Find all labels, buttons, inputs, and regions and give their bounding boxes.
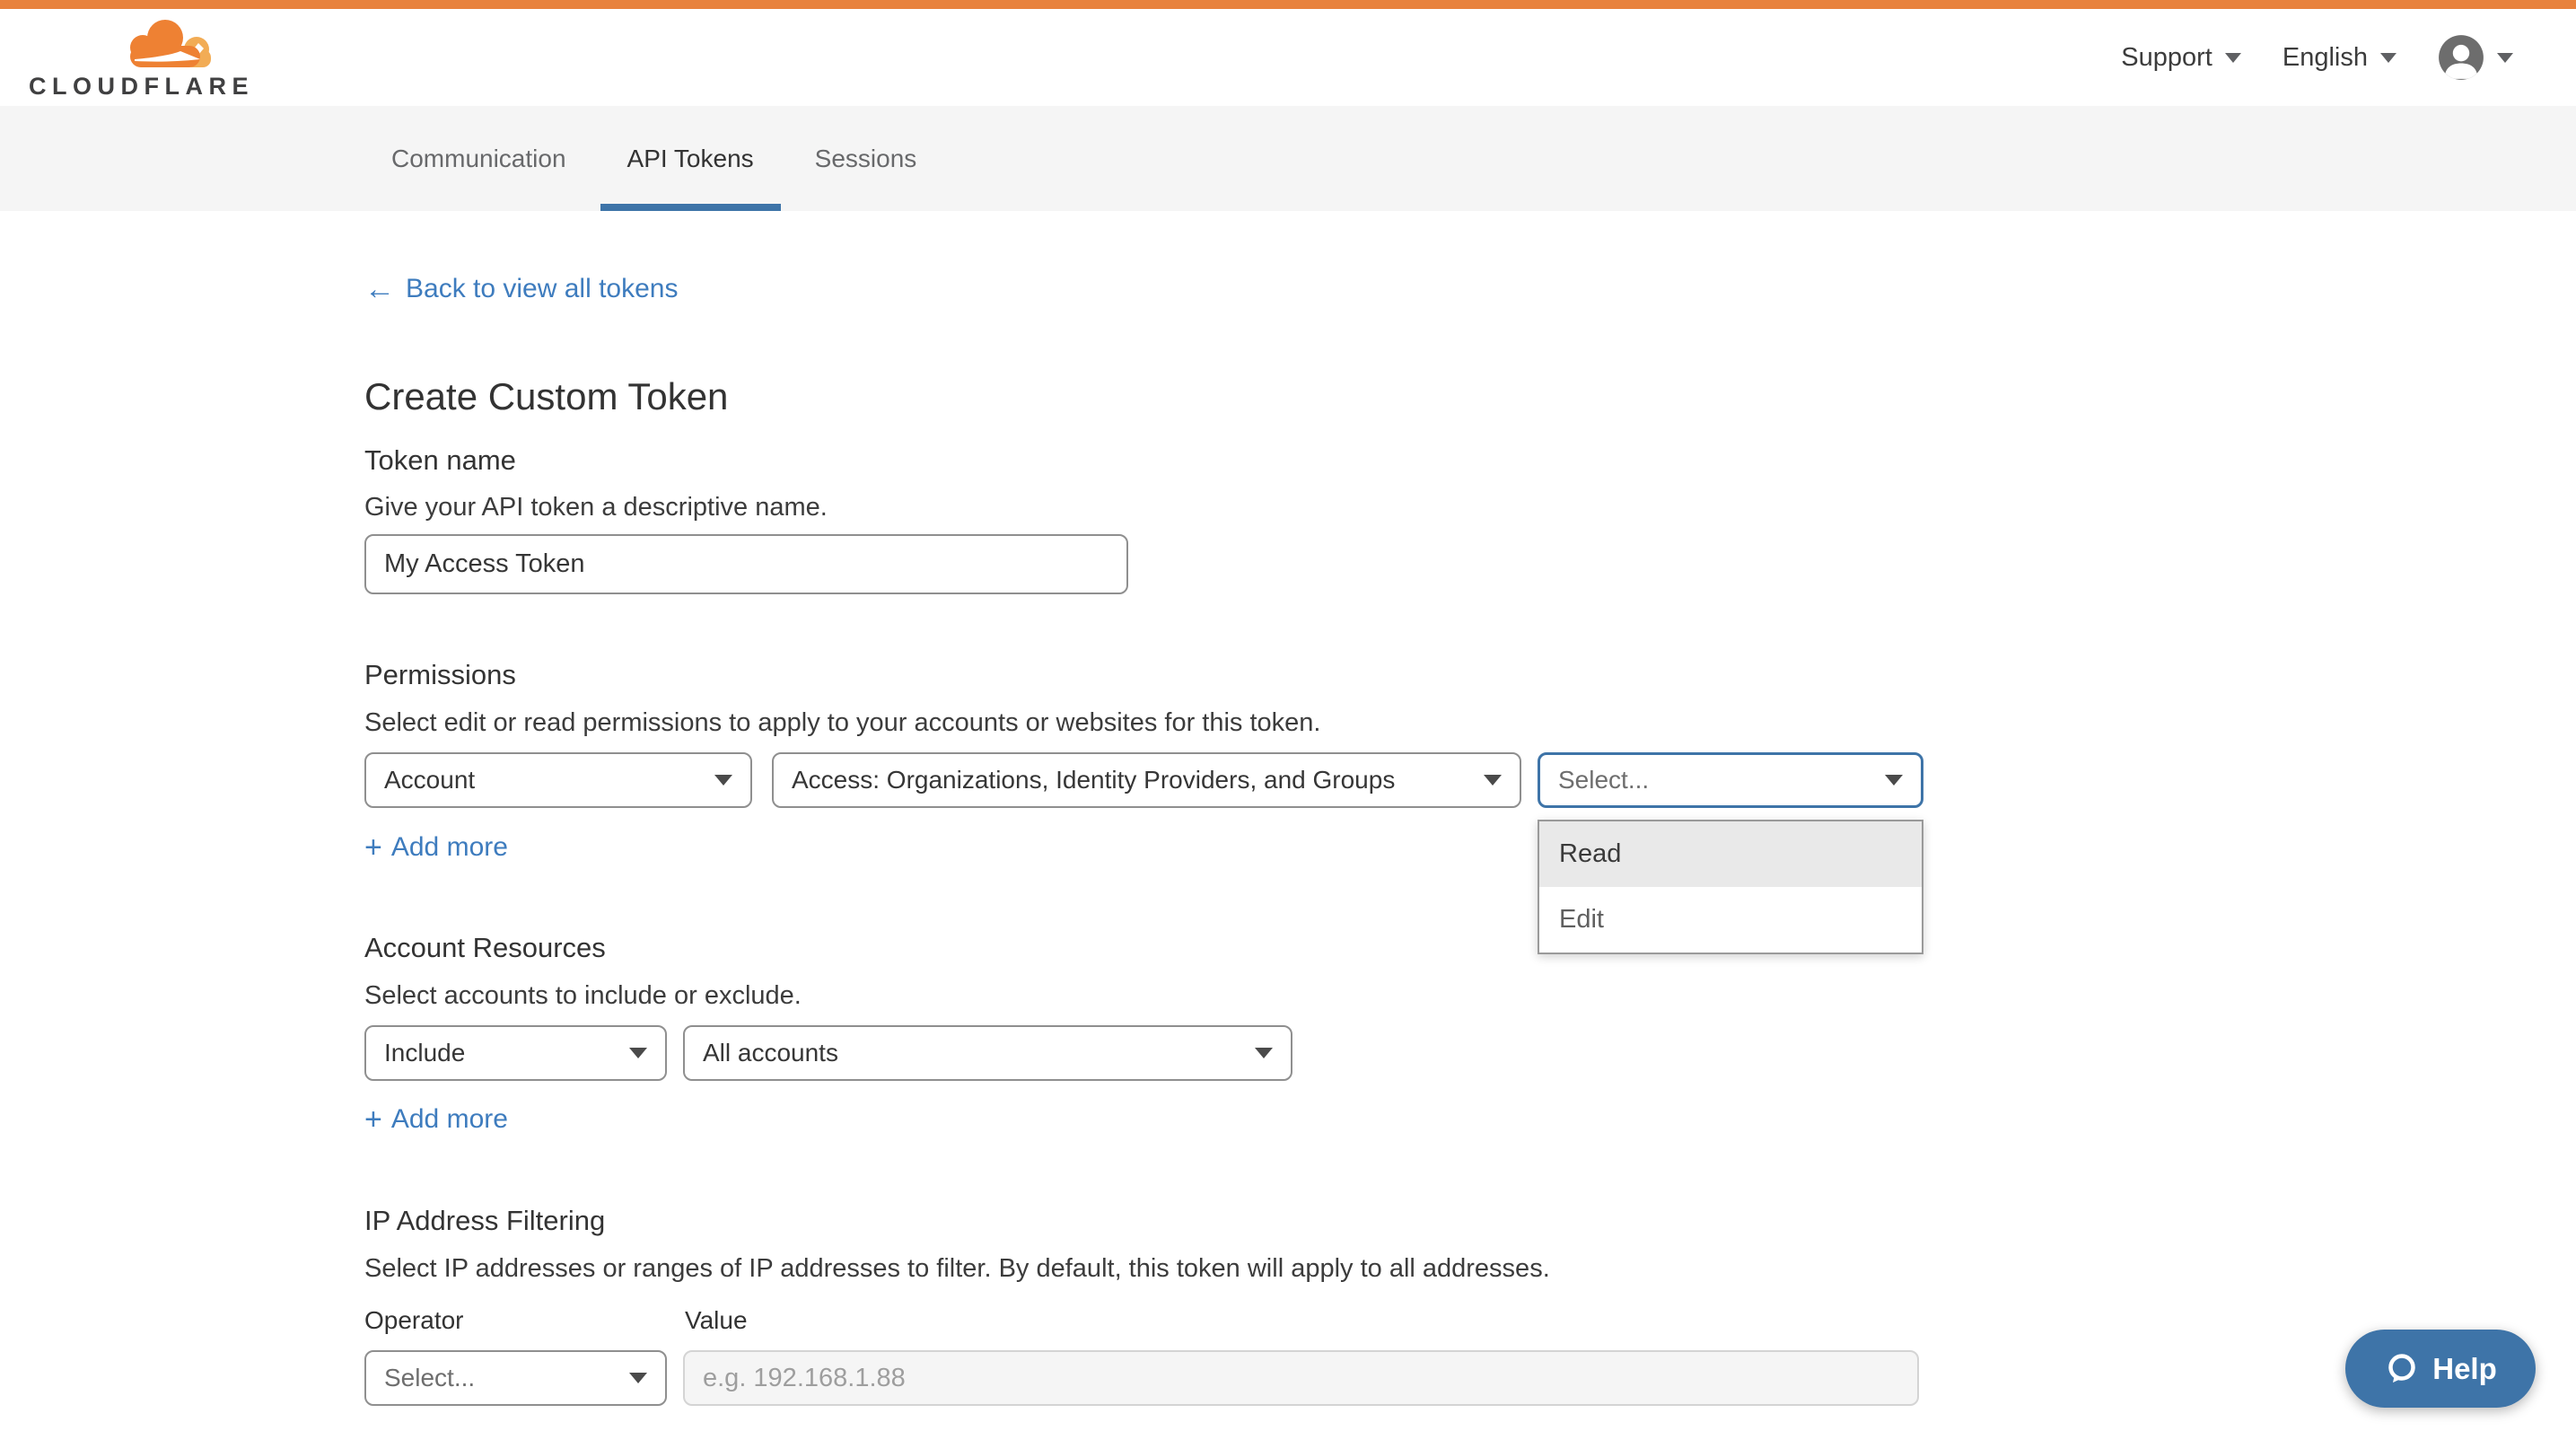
help-button-label: Help — [2432, 1351, 2497, 1385]
permission-group-value: Access: Organizations, Identity Providers, and Groups — [792, 766, 1396, 794]
page-title: Create Custom Token — [364, 375, 729, 417]
permission-level-value: Select... — [1558, 766, 1650, 794]
chevron-down-icon — [2380, 53, 2396, 63]
tab-bar — [0, 106, 2576, 211]
chevron-down-icon — [714, 775, 732, 786]
plus-icon: + — [364, 1102, 382, 1137]
plus-icon: + — [364, 830, 382, 865]
chevron-down-icon — [1885, 775, 1903, 786]
ip-filtering-heading: IP Address Filtering — [364, 1205, 606, 1236]
support-label: Support — [2121, 42, 2212, 72]
account-resources-heading: Account Resources — [364, 932, 606, 963]
tab-sessions[interactable]: Sessions — [814, 144, 917, 172]
operator-label: Operator — [364, 1306, 464, 1334]
dropdown-option-edit[interactable]: Edit — [1559, 905, 1604, 934]
account-target-select[interactable] — [683, 1025, 1292, 1081]
account-target-value: All accounts — [703, 1039, 838, 1067]
token-name-input[interactable] — [364, 534, 1128, 594]
value-label: Value — [685, 1306, 748, 1334]
tab-communication[interactable]: Communication — [391, 144, 566, 172]
ip-filtering-description: Select IP addresses or ranges of IP addresses to filter. By default, this token will apply to all addresses. — [364, 1254, 1550, 1283]
tabs — [364, 106, 943, 211]
tab-api-tokens[interactable]: API Tokens — [600, 106, 781, 211]
cloudflare-logo[interactable] — [29, 16, 254, 102]
back-to-tokens-link[interactable] — [364, 274, 678, 304]
chevron-down-icon — [629, 1373, 647, 1383]
ip-operator-select[interactable] — [364, 1350, 667, 1406]
permission-level-select[interactable] — [1538, 752, 1923, 808]
chevron-down-icon — [1255, 1048, 1273, 1058]
token-name-heading: Token name — [364, 444, 516, 476]
token-name-description: Give your API token a descriptive name. — [364, 493, 828, 522]
support-menu[interactable] — [2121, 43, 2241, 73]
chevron-down-icon — [2225, 53, 2241, 63]
account-include-value: Include — [384, 1039, 466, 1067]
add-more-label: Add more — [390, 832, 508, 862]
header — [0, 9, 2576, 106]
account-include-select[interactable] — [364, 1025, 667, 1081]
top-accent-bar — [0, 0, 2576, 9]
account-menu[interactable] — [2438, 34, 2513, 81]
chevron-down-icon — [2497, 53, 2513, 63]
back-arrow-icon: ← — [364, 272, 395, 306]
account-resources-add-more-link[interactable] — [364, 1104, 508, 1135]
permission-scope-select[interactable] — [364, 752, 752, 808]
main-content — [0, 211, 2576, 1431]
brand-wordmark: CLOUDFLARE — [29, 73, 254, 100]
cloudflare-cloud-icon — [119, 18, 213, 72]
permission-level-dropdown — [1538, 820, 1923, 954]
back-link-label: Back to view all tokens — [406, 274, 679, 303]
permission-group-select[interactable] — [772, 752, 1521, 808]
add-more-label: Add more — [390, 1104, 508, 1134]
ip-value-input[interactable] — [683, 1350, 1919, 1406]
chevron-down-icon — [1484, 775, 1502, 786]
permissions-add-more-link[interactable] — [364, 832, 508, 863]
dropdown-option-read[interactable]: Read — [1539, 821, 1922, 887]
language-menu[interactable] — [2282, 43, 2396, 73]
permissions-description: Select edit or read permissions to apply to your accounts or websites for this token. — [364, 708, 1321, 737]
permissions-heading: Permissions — [364, 659, 516, 690]
permission-scope-value: Account — [384, 766, 476, 794]
chevron-down-icon — [629, 1048, 647, 1058]
language-label: English — [2282, 42, 2368, 72]
help-button[interactable] — [2345, 1330, 2536, 1408]
ip-operator-value: Select... — [384, 1364, 476, 1391]
header-right-nav — [2121, 9, 2513, 106]
chat-bubble-icon — [2384, 1351, 2420, 1387]
avatar-icon — [2438, 34, 2484, 81]
account-resources-description: Select accounts to include or exclude. — [364, 981, 802, 1010]
